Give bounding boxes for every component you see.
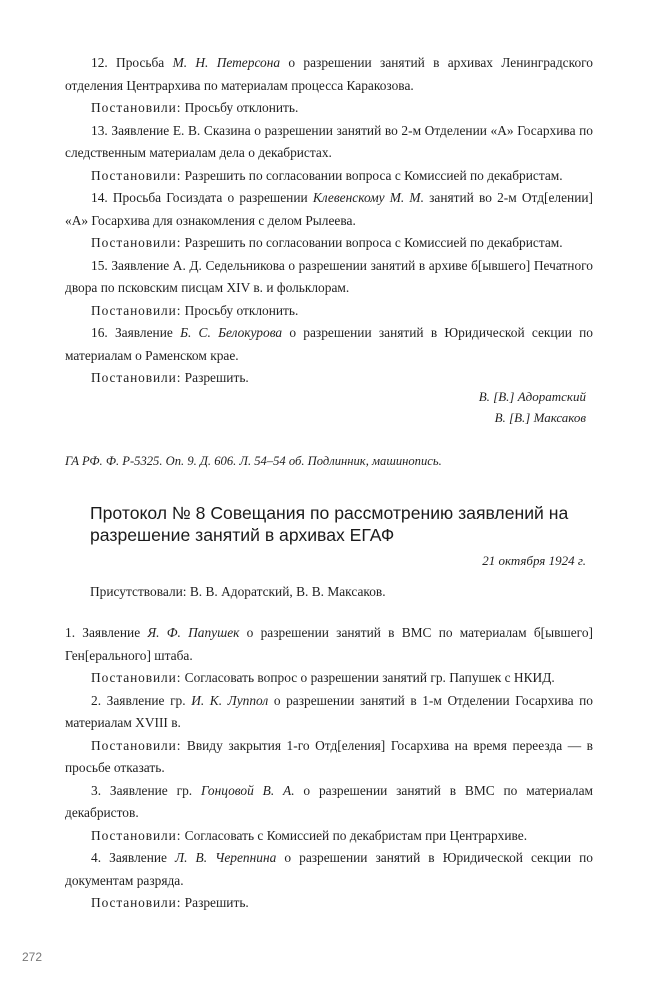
item-2: 2. Заявление гр. И. К. Луппол о разрешении занятий в 1-м Отделении Госархива по материалам XVIII в. <box>65 692 593 730</box>
attendees: Присутствовали: В. В. Адоратский, В. В. Максаков. <box>90 584 386 599</box>
resolution-1: Постановили: Согласовать вопрос о разрешении занятий гр. Папушек с НКИД. <box>91 670 555 685</box>
item-1: 1. Заявление Я. Ф. Папушек о разрешении занятий в ВМС по материалам б[ывшего] Ген[ерального] штаба. <box>65 625 593 663</box>
item-4: 4. Заявление Л. В. Черепнина о разрешении занятий в Юридической секции по документам разряда. <box>65 850 593 888</box>
item-12: 12. Просьба М. Н. Петерсона о разрешении занятий в архивах Ленинградского отделения Центрархива по материалам процесса Каракозова. <box>65 55 593 93</box>
protocol-items-bottom <box>65 622 593 915</box>
protocol-title: Протокол № 8 Совещания по рассмотрению заявлений на разрешение занятий в архивах ЕГАФ <box>90 503 569 545</box>
resolution-13: Постановили: Разрешить по согласовании вопроса с Комиссией по декабристам. <box>91 167 563 183</box>
signatures <box>479 386 586 428</box>
signature-maksakov: В. [В.] Максаков <box>494 410 586 425</box>
item-15: 15. Заявление А. Д. Седельникова о разрешении занятий в архиве б[ывшего] Печатного двора по псковским писцам XIV в. и фольклорам. <box>65 257 593 295</box>
resolution-12: Постановили: Просьбу отклонить. <box>91 100 299 115</box>
resolution-3: Постановили: Согласовать с Комиссией по декабристам при Центрархиве. <box>91 827 528 843</box>
resolution-14: Постановили: Разрешить по согласовании вопроса с Комиссией по декабристам. <box>91 235 563 250</box>
resolution-4: Постановили: Разрешить. <box>91 895 249 910</box>
archive-source: ГА РФ. Ф. Р-5325. Оп. 9. Д. 606. Л. 54–54 об. Подлинник, машинопись. <box>65 454 442 468</box>
item-16: 16. Заявление Б. С. Белокурова о разрешении занятий в Юридической секции по материалам о Раменском крае. <box>65 325 594 363</box>
resolution-15: Постановили: Просьбу отклонить. <box>91 302 299 318</box>
resolution-2: Постановили: Ввиду закрытия 1-го Отд[еления] Госархива на время переезда — в просьбе отказать. <box>65 737 593 775</box>
item-14: 14. Просьба Госиздата о разрешении Клевенскому М. М. занятий во 2-м Отд[елении] «А» Госархива для ознакомления с делом Рылеева. <box>65 190 593 228</box>
protocol-date: 21 октября 1924 г. <box>482 553 586 568</box>
protocol-items-top <box>65 52 593 390</box>
signature-adoratsky: В. [В.] Адоратский <box>478 389 586 404</box>
page-number: 272 <box>22 950 43 964</box>
resolution-16: Постановили: Разрешить. <box>91 370 249 385</box>
item-3: 3. Заявление гр. Гонцовой В. А. о разрешении занятий в ВМС по материалам декабристов. <box>65 782 594 820</box>
item-13: 13. Заявление Е. В. Сказина о разрешении занятий во 2-м Отделении «А» Госархива по следственным материалам дела о декабристах. <box>65 122 593 160</box>
